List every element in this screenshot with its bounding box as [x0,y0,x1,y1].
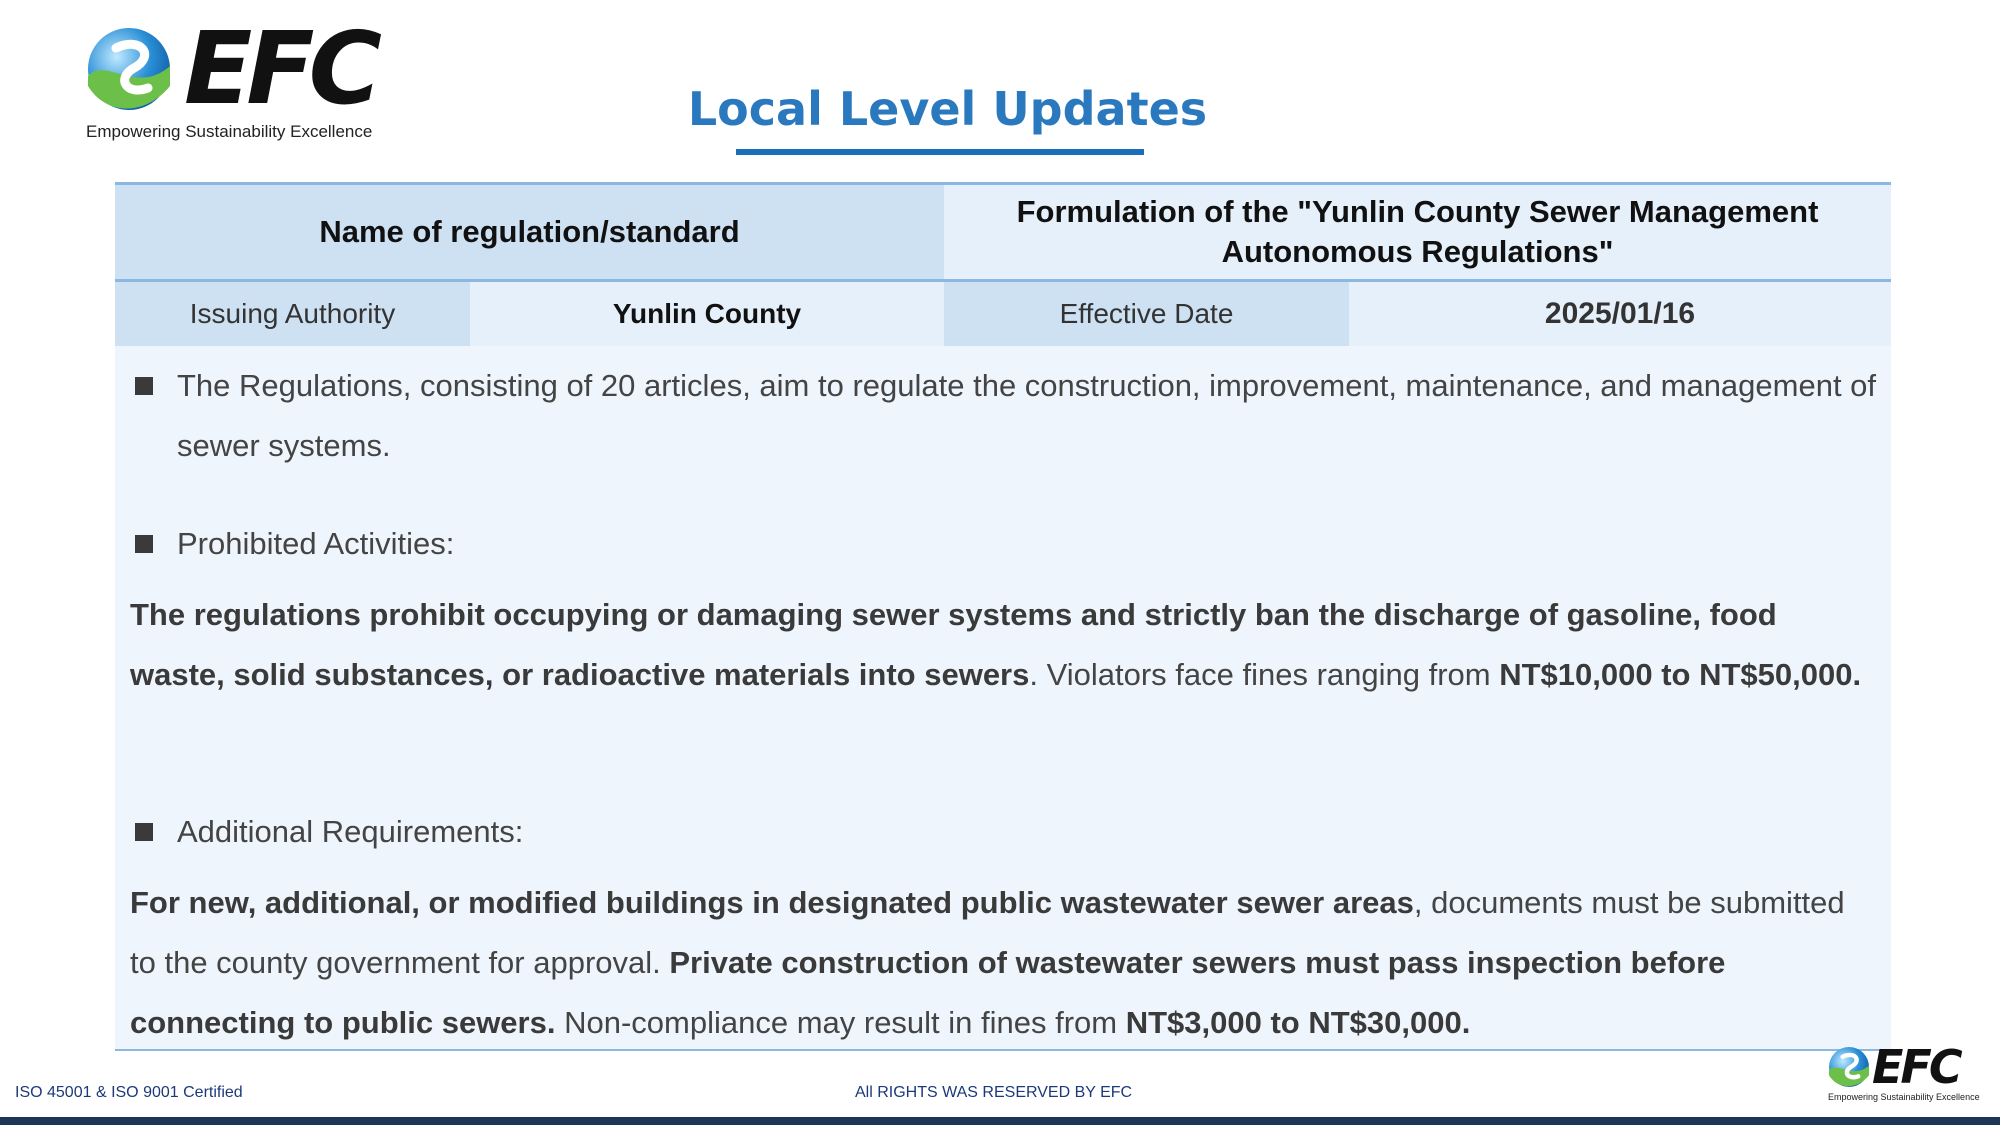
prohibited-normal-1: . Violators face fines ranging from [1029,657,1500,692]
paragraph-additional [130,873,1875,1053]
bullet-text-additional: Additional Requirements: [177,814,524,849]
additional-bold-1: For new, additional, or modified buildings in designated public wastewater sewer areas [130,885,1414,920]
effective-date-label: Effective Date [944,282,1349,346]
paragraph-prohibited [130,585,1875,705]
table-row-details [115,282,1891,346]
bullet-text-scope: The Regulations, consisting of 20 articles, aim to regulate the construction, improvement, maintenance, and management of sewer systems. [177,368,1877,463]
regulation-name-value: Formulation of the "Yunlin County Sewer Management Autonomous Regulations" [944,185,1891,279]
page-title: Local Level Updates [687,82,1208,136]
footer-bar [0,1117,2000,1125]
efc-wordmark-small: EFC [1872,1040,1960,1094]
title-underline [736,149,1144,155]
efc-tagline-small: Empowering Sustainability Excellence [1828,1092,1980,1102]
bullet-square-icon [135,377,153,395]
efc-logo-small [1828,1040,1988,1106]
regulation-name-label: Name of regulation/standard [115,185,944,279]
bullet-text-prohibited: Prohibited Activities: [177,526,455,561]
efc-wordmark: EFC [184,10,377,127]
prohibited-bold-1: The regulations prohibit occupying or damaging sewer systems and strictly ban the discharge of gasoline, food waste, solid substances, or radioactive materials into sewers [130,597,1777,692]
bullet-square-icon [135,535,153,553]
footer-rights: All RIGHTS WAS RESERVED BY EFC [855,1084,1133,1101]
regulation-panel [115,182,1891,1051]
additional-bold-2: Private construction of wastewater sewers must pass inspection before connecting to public sewers. [130,945,1726,1040]
table-row-name [115,185,1891,282]
efc-globe-icon [1828,1046,1870,1088]
additional-fine: NT$3,000 to NT$30,000. [1125,1005,1471,1040]
footer-certification: ISO 45001 & ISO 9001 Certified [15,1084,243,1101]
issuing-authority-label: Issuing Authority [115,282,470,346]
issuing-authority-value: Yunlin County [470,282,944,346]
efc-tagline: Empowering Sustainability Excellence [86,122,373,141]
prohibited-fine: NT$10,000 to NT$50,000. [1499,657,1862,692]
bullet-square-icon [135,823,153,841]
additional-normal-1: , documents must be submitted to the county government for approval. [130,885,1845,980]
effective-date-value: 2025/01/16 [1349,282,1891,346]
additional-normal-2: Non-compliance may result in fines from [555,1005,1126,1040]
